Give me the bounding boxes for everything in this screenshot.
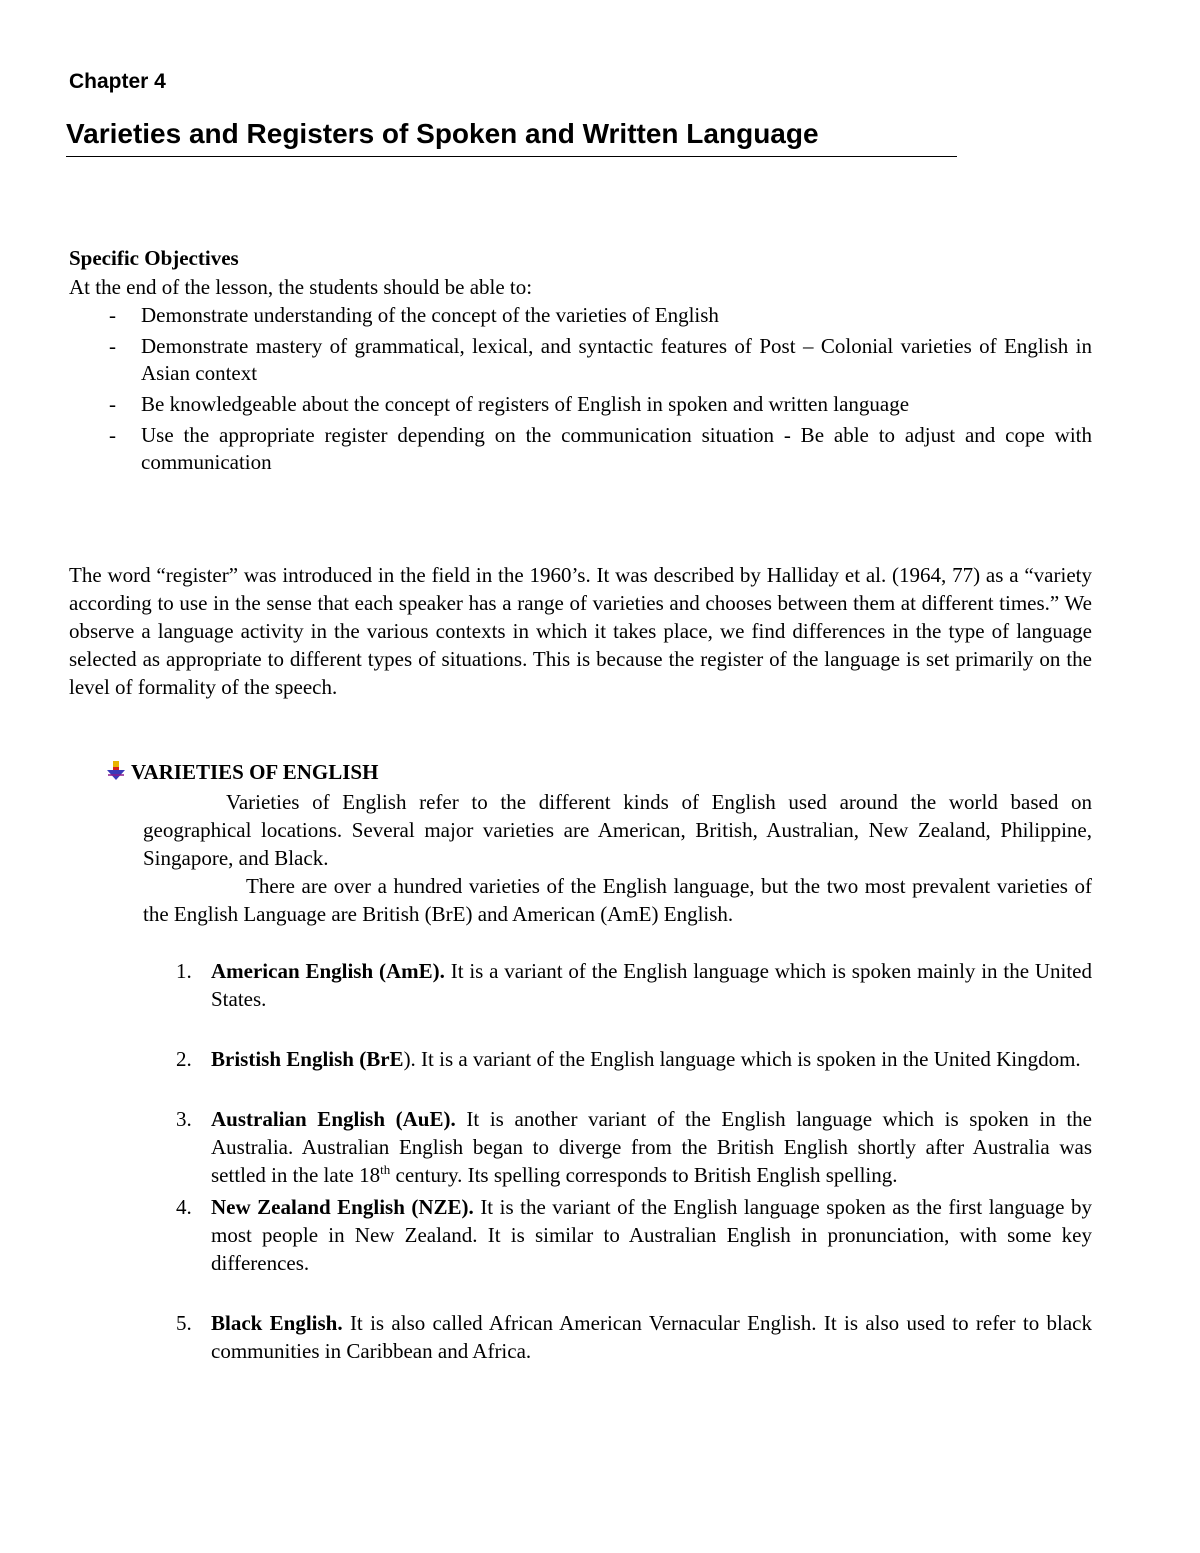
variety-term: Bristish English (BrE [211,1047,404,1071]
variety-item [143,1105,1092,1189]
objective-text: Demonstrate understanding of the concept of the varieties of English [141,303,719,327]
document-title: Varieties and Registers of Spoken and Written Language [66,116,957,157]
variety-description: ). It is a variant of the English language which is spoken in the United Kingdom. [403,1047,1081,1071]
variety-item [143,1045,1092,1073]
varieties-body [143,788,1092,928]
dash-bullet: - [109,303,116,327]
objective-item [69,391,1092,418]
objective-item [69,302,1092,329]
variety-item [143,1309,1092,1365]
varieties-heading-text: VARIETIES OF ENGLISH [131,760,379,784]
varieties-list [143,957,1092,1365]
variety-description: It is also called African American Vernacular English. It is also used to refer to black communities in Caribbean and Africa. [211,1311,1092,1363]
register-intro-paragraph: The word “register” was introduced in the field in the 1960’s. It was described by Halliday et al. (1964, 77) as a “variety according to use in the sense that each speaker has a range of varieties and chooses between them at different times.” We observe a language activity in the various contexts in which it takes place, we find differences in the type of language selected as appropriate to different types of situations. This is because the register of the language is set primarily on the level of formality of the speech. [69,563,1092,699]
list-number: 5. [176,1311,192,1335]
dash-bullet: - [109,334,116,358]
colored-down-arrow-bullet-icon [105,760,127,782]
variety-term: Black English. [211,1311,343,1335]
ordinal-superscript: th [380,1162,391,1177]
variety-description: It is another variant of the English language which is spoken in the Australia. Australian English began to diverge from the British English shortly after Australia was settled in the late 18 [211,1107,1092,1187]
list-number: 4. [176,1195,192,1219]
objective-item [69,422,1092,476]
varieties-paragraph: Varieties of English refer to the different kinds of English used around the world based on geographical locations. Several major varieties are American, British, Australian, New Zealand, Philippine, Singapore, and Black. [143,790,1092,870]
objective-text: Use the appropriate register depending on the communication situation - Be able to adjust and cope with communication [141,423,1092,474]
variety-item [143,957,1092,1013]
variety-term: American English (AmE). [211,959,445,983]
objectives-list [69,302,1092,476]
variety-term: New Zealand English (NZE). [211,1195,474,1219]
list-number: 1. [176,959,192,983]
objective-item [69,333,1092,387]
list-number: 2. [176,1047,192,1071]
objectives-section [69,244,1092,480]
varieties-paragraph: There are over a hundred varieties of the English language, but the two most prevalent varieties of the English Language are British (BrE) and American (AmE) English. [143,874,1092,926]
variety-description: It is a variant of the English language which is spoken mainly in the United States. [211,959,1092,1011]
list-number: 3. [176,1107,192,1131]
objective-text: Be knowledgeable about the concept of registers of English in spoken and written language [141,392,910,416]
objectives-intro: At the end of the lesson, the students should be able to: [69,275,533,299]
variety-term: Australian English (AuE). [211,1107,456,1131]
objective-text: Demonstrate mastery of grammatical, lexical, and syntactic features of Post – Colonial varieties of English in Asian context [141,334,1092,385]
objectives-heading: Specific Objectives [69,246,239,270]
chapter-label: Chapter 4 [69,70,166,93]
dash-bullet: - [109,392,116,416]
variety-description: It is the variant of the English language spoken as the first language by most people in New Zealand. It is similar to Australian English in pronunciation, with some key differences. [211,1195,1092,1275]
dash-bullet: - [109,423,116,447]
variety-description-cont: century. Its spelling corresponds to British English spelling. [390,1163,898,1187]
variety-item [143,1193,1092,1277]
varieties-heading [105,758,378,787]
